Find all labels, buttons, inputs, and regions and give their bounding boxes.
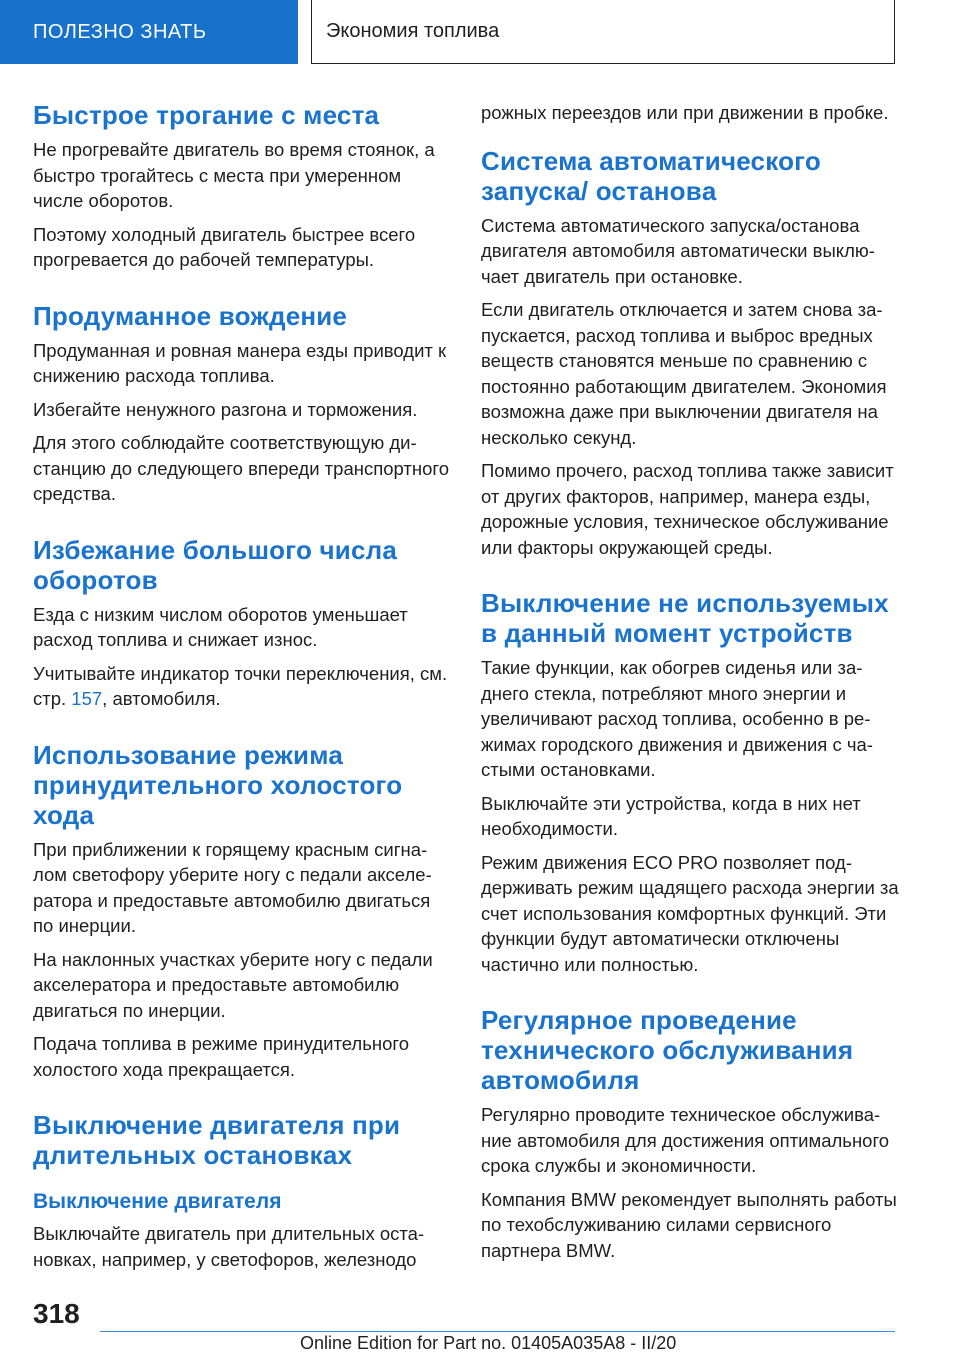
paragraph: Избегайте ненужного разгона и торможения.: [33, 398, 418, 420]
paragraph: [33, 661, 451, 712]
paragraph: При приближении к горящему красным сигналом светофору уберите ногу с педали акселератора и предоставьте автомобилю двигаться по инерции.: [33, 838, 432, 936]
footer-edition: Online Edition for Part no. 01405A035A8 - II/20: [300, 1333, 677, 1353]
page-number: 318: [33, 1298, 80, 1329]
paragraph: Продуманная и ровная манера езды приводит к снижению расхода топлива.: [33, 339, 447, 386]
paragraph: Если двигатель отключается и затем снова запускается, расход топлива и выброс вредных веществ становятся меньше по сравнению с постоянно работающим двигателем. Экономия возможна даже при выключении двигателя на несколько секунд.: [481, 299, 887, 448]
heading-auto-start-stop: Система автоматического запуска/ остановa: [481, 145, 821, 206]
heading-coasting: Использование режима принудительного холостого хода: [33, 739, 403, 830]
text: Учитывайте индикатор точки переключения, см. стр.: [33, 662, 448, 709]
paragraph: Помимо прочего, расход топлива также зависит от других факторов, например, манера езды, дорожные условия, техническое обслуживание или факторы окружающей среды.: [481, 460, 894, 558]
paragraph: Выключайте двигатель при длительных остановках, например, у светофоров, железнодо: [33, 1223, 425, 1270]
heading-maintenance: Регулярное проведение технического обслуживания автомобиля: [481, 1005, 854, 1095]
page-title: Экономия топлива: [311, 0, 895, 64]
paragraph: Выключайте эти устройства, когда в них нет необходимости.: [481, 792, 861, 839]
heading-avoid-high-rpm: Избежание большого числа оборотов: [33, 534, 397, 595]
subheading-engine-off: Выключение двигателя: [33, 1190, 282, 1213]
paragraph: Компания BMW рекомендует выполнять работы по техобслуживанию силами сервисного партнера BMW.: [481, 1188, 897, 1261]
paragraph: Подача топлива в режиме принудительного холостого хода прекращается.: [33, 1033, 409, 1080]
paragraph: На наклонных участках уберите ногу с педали акселератора и предоставьте автомобилю двигаться по инерции.: [33, 948, 433, 1021]
heading-smart-driving: Продуманное вождение: [33, 300, 348, 331]
heading-quick-start: Быстрое трогание с места: [33, 100, 380, 130]
right-column: [481, 100, 901, 1271]
left-column: [33, 100, 451, 1280]
paragraph: рожных переездов или при движении в пробке.: [481, 102, 889, 123]
paragraph: Регулярно проводите техническое обслуживание автомобиля для достижения оптимального срока службы и экономичности.: [481, 1104, 890, 1176]
page-link[interactable]: 157: [71, 688, 103, 709]
paragraph: Режим движения ECO PRO позволяет поддерживать режим щадящего расхода энергии за счет использования комфортных функций. Эти функции будут автоматически отключены частично или полностью.: [481, 851, 899, 975]
paragraph: Поэтому холодный двигатель быстрее всего прогревается до рабочей температуры.: [33, 223, 416, 270]
text: , автомобиля.: [102, 688, 221, 709]
footer-divider: [100, 1331, 895, 1332]
paragraph: Система автоматического запуска/остановa двигателя автомобиля автоматически выключает двигатель при остановке.: [481, 214, 875, 287]
paragraph: Езда с низким числом оборотов уменьшает расход топлива и снижает износ.: [33, 603, 408, 650]
section-tab: ПОЛЕЗНО ЗНАТЬ: [0, 0, 298, 64]
heading-engine-off: Выключение двигателя при длительных остановках: [33, 1110, 401, 1170]
paragraph: Такие функции, как обогрев сиденья или заднего стекла, потребляют много энергии и увеличивают расход топлива, особенно в режимах городского движения и движения с частыми остановками.: [481, 657, 873, 780]
paragraph: Для этого соблюдайте соответствующую дистанцию до следующего впереди транспортного средства.: [33, 432, 449, 504]
paragraph: Не прогревайте двигатель во время стоянок, а быстро трогайтесь с места при умеренном числе оборотов.: [33, 139, 435, 211]
heading-switch-off-devices: Выключение не используемых в данный момент устройств: [481, 588, 889, 648]
